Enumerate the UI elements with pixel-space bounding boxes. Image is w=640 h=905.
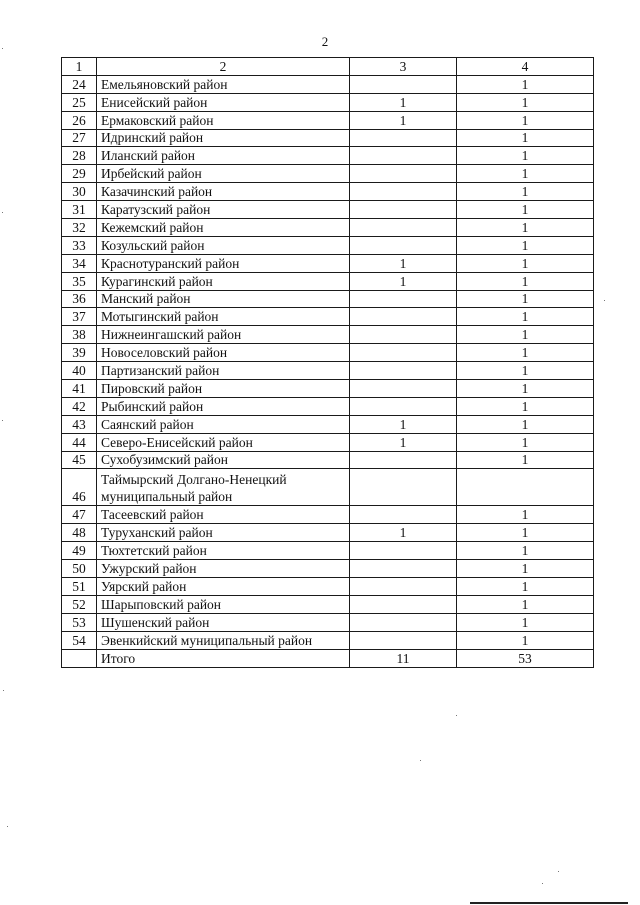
district-name-cell: Шушенский район xyxy=(97,613,350,631)
row-number-cell: 31 xyxy=(62,201,97,219)
district-name-cell: Тюхтетский район xyxy=(97,542,350,560)
scan-speck xyxy=(542,883,543,884)
header-cell-3: 3 xyxy=(350,58,457,76)
header-cell-4: 4 xyxy=(457,58,594,76)
district-name-cell: Рыбинский район xyxy=(97,397,350,415)
row-number-cell: 30 xyxy=(62,183,97,201)
column-4-value-cell: 1 xyxy=(457,236,594,254)
page-number: 2 xyxy=(321,34,329,49)
district-name-cell: Енисейский район xyxy=(97,93,350,111)
column-4-value-cell: 1 xyxy=(457,415,594,433)
table-header-row xyxy=(62,58,594,76)
scan-speck xyxy=(558,871,559,872)
district-name-cell: Курагинский район xyxy=(97,272,350,290)
table-row xyxy=(62,542,594,560)
district-name-cell: Манский район xyxy=(97,290,350,308)
table-row xyxy=(62,578,594,596)
table-row xyxy=(62,613,594,631)
column-3-value-cell xyxy=(350,613,457,631)
row-number-cell: 41 xyxy=(62,380,97,398)
column-3-value-cell: 1 xyxy=(350,433,457,451)
column-4-value-cell: 1 xyxy=(457,451,594,469)
column-4-value-cell: 1 xyxy=(457,147,594,165)
table-row xyxy=(62,451,594,469)
column-3-value-cell xyxy=(350,631,457,649)
district-name-cell: Козульский район xyxy=(97,236,350,254)
district-name-cell: Туруханский район xyxy=(97,524,350,542)
table-row xyxy=(62,595,594,613)
column-3-value-cell xyxy=(350,129,457,147)
district-name-cell: Пировский район xyxy=(97,380,350,398)
column-3-value-cell xyxy=(350,560,457,578)
district-name-cell: Партизанский район xyxy=(97,362,350,380)
district-name-cell: Краснотуранский район xyxy=(97,254,350,272)
column-3-value-cell xyxy=(350,326,457,344)
row-number-cell: 49 xyxy=(62,542,97,560)
row-number-cell: 43 xyxy=(62,415,97,433)
column-3-value-cell xyxy=(350,542,457,560)
column-3-value-cell xyxy=(350,362,457,380)
column-4-value-cell: 1 xyxy=(457,506,594,524)
column-4-value-cell: 1 xyxy=(457,290,594,308)
column-4-value-cell: 1 xyxy=(457,254,594,272)
column-3-value-cell xyxy=(350,219,457,237)
table-row xyxy=(62,111,594,129)
row-number-cell: 36 xyxy=(62,290,97,308)
column-4-value-cell: 1 xyxy=(457,631,594,649)
district-name-cell: Иланский район xyxy=(97,147,350,165)
column-4-value-cell: 1 xyxy=(457,578,594,596)
table-row xyxy=(62,631,594,649)
table-row xyxy=(62,75,594,93)
table-row xyxy=(62,560,594,578)
table-row xyxy=(62,380,594,398)
column-4-value-cell: 1 xyxy=(457,380,594,398)
column-3-value-cell xyxy=(350,165,457,183)
district-name-cell: Таймырский Долгано-Ненецкий муниципальный район xyxy=(97,469,350,506)
scan-speck xyxy=(604,300,605,301)
column-4-value-cell: 1 xyxy=(457,219,594,237)
scan-speck xyxy=(456,715,457,716)
district-name-cell: Кежемский район xyxy=(97,219,350,237)
column-4-value-cell: 1 xyxy=(457,93,594,111)
row-number-cell: 53 xyxy=(62,613,97,631)
row-number-cell: 45 xyxy=(62,451,97,469)
scan-speck xyxy=(2,420,3,421)
column-4-value-cell: 1 xyxy=(457,326,594,344)
column-3-value-cell xyxy=(350,308,457,326)
column-3-value-cell: 1 xyxy=(350,524,457,542)
row-number-cell: 32 xyxy=(62,219,97,237)
scan-speck xyxy=(2,48,3,49)
table-row xyxy=(62,183,594,201)
table-row xyxy=(62,362,594,380)
row-number-cell: 54 xyxy=(62,631,97,649)
table-row xyxy=(62,272,594,290)
column-4-value-cell: 1 xyxy=(457,560,594,578)
column-4-value-cell: 1 xyxy=(457,183,594,201)
column-3-value-cell xyxy=(350,147,457,165)
column-3-value-cell: 1 xyxy=(350,93,457,111)
column-3-value-cell: 1 xyxy=(350,111,457,129)
table-row xyxy=(62,290,594,308)
column-3-value-cell xyxy=(350,578,457,596)
table-row xyxy=(62,165,594,183)
district-name-cell: Саянский район xyxy=(97,415,350,433)
column-3-value-cell: 1 xyxy=(350,254,457,272)
column-4-value-cell xyxy=(457,469,594,506)
column-4-value-cell: 1 xyxy=(457,129,594,147)
table-row xyxy=(62,93,594,111)
column-4-value-cell: 1 xyxy=(457,433,594,451)
row-number-cell: 33 xyxy=(62,236,97,254)
column-4-value-cell: 1 xyxy=(457,524,594,542)
column-3-value-cell xyxy=(350,469,457,506)
total-row xyxy=(62,649,594,667)
row-number-cell: 44 xyxy=(62,433,97,451)
column-3-value-cell xyxy=(350,236,457,254)
table-body xyxy=(62,58,594,668)
table-row xyxy=(62,129,594,147)
table-row xyxy=(62,469,594,506)
scan-artifact-line xyxy=(470,902,628,904)
column-3-value-cell xyxy=(350,75,457,93)
district-table xyxy=(61,57,594,668)
district-name-cell: Уярский район xyxy=(97,578,350,596)
column-3-value-cell xyxy=(350,380,457,398)
column-4-value-cell: 1 xyxy=(457,613,594,631)
row-number-cell: 38 xyxy=(62,326,97,344)
column-3-value-cell xyxy=(350,397,457,415)
column-3-value-cell xyxy=(350,595,457,613)
district-name-cell: Шарыповский район xyxy=(97,595,350,613)
row-number-cell: 29 xyxy=(62,165,97,183)
row-number-cell: 24 xyxy=(62,75,97,93)
row-number-cell: 51 xyxy=(62,578,97,596)
column-3-value-cell xyxy=(350,290,457,308)
table-row xyxy=(62,326,594,344)
column-4-value-cell: 1 xyxy=(457,308,594,326)
table-row xyxy=(62,415,594,433)
column-4-value-cell: 1 xyxy=(457,201,594,219)
row-number-cell: 28 xyxy=(62,147,97,165)
row-number-cell: 39 xyxy=(62,344,97,362)
table-row xyxy=(62,201,594,219)
district-name-cell: Мотыгинский район xyxy=(97,308,350,326)
total-column-4-cell: 53 xyxy=(457,649,594,667)
row-number-cell: 50 xyxy=(62,560,97,578)
table-row xyxy=(62,308,594,326)
column-3-value-cell xyxy=(350,201,457,219)
row-number-cell: 47 xyxy=(62,506,97,524)
column-3-value-cell xyxy=(350,344,457,362)
column-3-value-cell: 1 xyxy=(350,272,457,290)
row-number-cell: 35 xyxy=(62,272,97,290)
table-row xyxy=(62,506,594,524)
scan-speck xyxy=(7,826,8,827)
table-row xyxy=(62,524,594,542)
scan-speck xyxy=(2,212,3,213)
column-4-value-cell: 1 xyxy=(457,397,594,415)
table-row xyxy=(62,236,594,254)
table-row xyxy=(62,219,594,237)
district-name-cell: Эвенкийский муниципальный район xyxy=(97,631,350,649)
scan-speck xyxy=(420,760,421,761)
district-name-cell: Северо-Енисейский район xyxy=(97,433,350,451)
row-number-cell: 25 xyxy=(62,93,97,111)
row-number-cell: 42 xyxy=(62,397,97,415)
district-name-cell: Каратузский район xyxy=(97,201,350,219)
scan-speck xyxy=(3,690,4,691)
district-name-cell: Ирбейский район xyxy=(97,165,350,183)
column-3-value-cell xyxy=(350,506,457,524)
table-row xyxy=(62,397,594,415)
header-cell-2: 2 xyxy=(97,58,350,76)
district-name-cell: Казачинский район xyxy=(97,183,350,201)
total-column-3-cell: 11 xyxy=(350,649,457,667)
row-number-cell: 37 xyxy=(62,308,97,326)
total-label-cell: Итого xyxy=(97,649,350,667)
district-name-cell: Тасеевский район xyxy=(97,506,350,524)
header-cell-1: 1 xyxy=(62,58,97,76)
row-number-cell: 26 xyxy=(62,111,97,129)
table-row xyxy=(62,344,594,362)
district-name-cell: Ужурский район xyxy=(97,560,350,578)
total-number-cell xyxy=(62,649,97,667)
table-row xyxy=(62,433,594,451)
column-4-value-cell: 1 xyxy=(457,344,594,362)
row-number-cell: 27 xyxy=(62,129,97,147)
column-4-value-cell: 1 xyxy=(457,75,594,93)
row-number-cell: 34 xyxy=(62,254,97,272)
district-name-cell: Емельяновский район xyxy=(97,75,350,93)
district-name-cell: Ермаковский район xyxy=(97,111,350,129)
district-name-cell: Идринский район xyxy=(97,129,350,147)
column-4-value-cell: 1 xyxy=(457,165,594,183)
column-3-value-cell xyxy=(350,451,457,469)
row-number-cell: 46 xyxy=(62,469,97,506)
row-number-cell: 40 xyxy=(62,362,97,380)
table-row xyxy=(62,147,594,165)
column-4-value-cell: 1 xyxy=(457,111,594,129)
column-4-value-cell: 1 xyxy=(457,542,594,560)
district-name-cell: Новоселовский район xyxy=(97,344,350,362)
district-name-cell: Сухобузимский район xyxy=(97,451,350,469)
column-3-value-cell xyxy=(350,183,457,201)
row-number-cell: 48 xyxy=(62,524,97,542)
table-row xyxy=(62,254,594,272)
district-name-cell: Нижнеингашский район xyxy=(97,326,350,344)
column-4-value-cell: 1 xyxy=(457,272,594,290)
column-3-value-cell: 1 xyxy=(350,415,457,433)
column-4-value-cell: 1 xyxy=(457,362,594,380)
column-4-value-cell: 1 xyxy=(457,595,594,613)
row-number-cell: 52 xyxy=(62,595,97,613)
